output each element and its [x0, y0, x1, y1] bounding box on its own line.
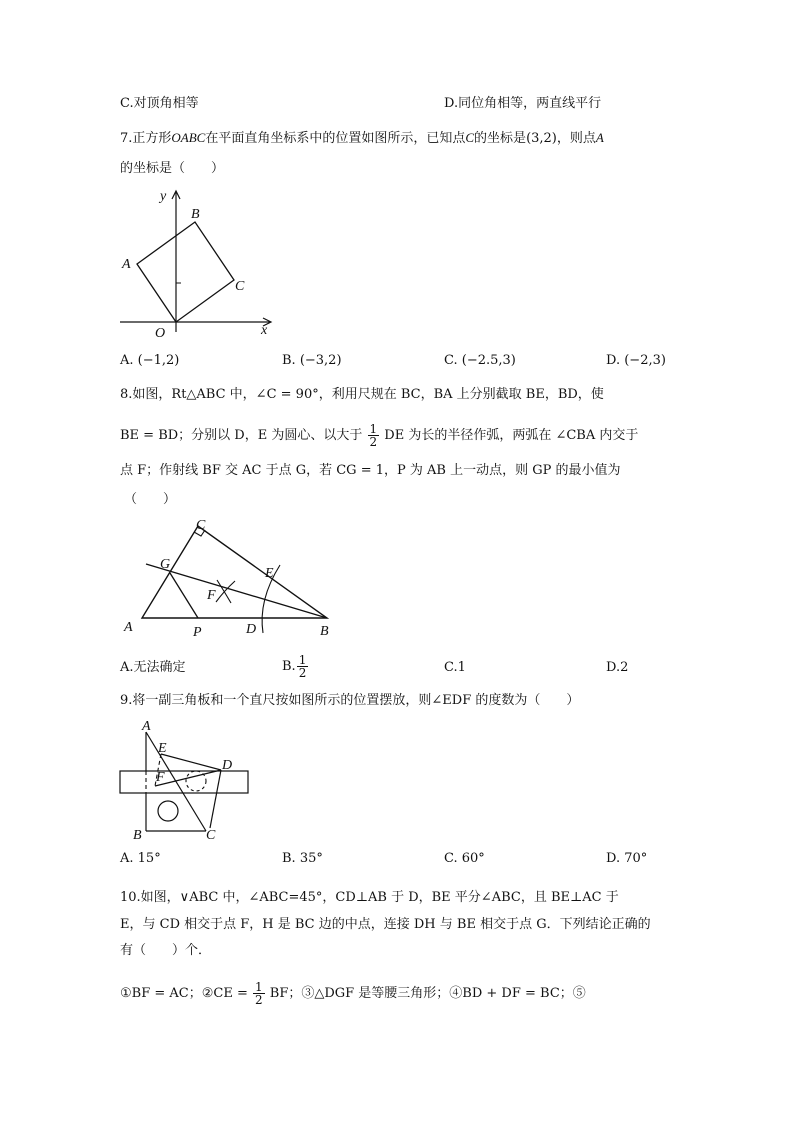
- q8-option-b-num: 1: [298, 653, 307, 667]
- q8-option-b-den: 2: [298, 666, 307, 680]
- q10-stem-line2: E，与 CD 相交于点 F，H 是 BC 边的中点，连接 DH 与 BE 相交于点 G．下列结论正确的: [120, 917, 651, 932]
- q10-text: ①BF = AC；②CE =: [120, 986, 248, 1001]
- q10-frac-den: 2: [254, 993, 263, 1007]
- q7-label-o: O: [155, 326, 166, 341]
- q8-option-a: A.无法确定: [120, 660, 186, 675]
- q8-frac-num: 1: [369, 422, 378, 436]
- q7-figure: [115, 182, 285, 342]
- q7-point-c: C: [465, 130, 475, 145]
- q9-stem: 9.将一副三角板和一个直尺按如图所示的位置摆放，则∠EDF 的度数为（ ）: [120, 693, 580, 708]
- q9-dashed-hole: [186, 771, 206, 791]
- q8-label-c: C: [196, 518, 206, 533]
- q9-triangle-ed: [161, 754, 221, 770]
- q9-label-a: A: [142, 719, 151, 734]
- q9-label-f: F: [156, 770, 165, 785]
- q8-option-d: D.2: [606, 660, 629, 675]
- q7-square-oabc: [137, 222, 234, 322]
- q8-text: BE = BD；分别以 D，E 为圆心、以大于: [120, 428, 363, 443]
- q7-label-y: y: [160, 189, 167, 204]
- q8-ray-bf: [146, 564, 327, 618]
- q6-option-d: D.同位角相等，两直线平行: [444, 96, 602, 111]
- q8-label-p: P: [193, 625, 202, 640]
- q7-coord: (3,2): [526, 131, 557, 146]
- q7-text: ，则点: [556, 131, 596, 146]
- q8-label-b: B: [320, 624, 329, 639]
- q7-text: 的坐标是: [474, 131, 527, 146]
- q8-fraction: [368, 423, 380, 448]
- q9-option-a: A. 15°: [120, 851, 161, 866]
- q8-label-a: A: [124, 620, 133, 635]
- q8-option-b: [282, 654, 309, 679]
- q8-option-b-prefix: B.: [282, 659, 296, 674]
- q9-triangle-df: [155, 770, 221, 786]
- q7-square-name: OABC: [171, 130, 206, 145]
- q8-option-b-fraction: [297, 654, 309, 679]
- q7-text: 7.正方形: [120, 131, 172, 146]
- q10-fraction: [253, 981, 265, 1006]
- q10-stem-line1: 10.如图，∨ABC 中，∠ABC=45°，CD⊥AB 于 D，BE 平分∠ABC，且 BE⊥AC 于: [120, 890, 619, 905]
- q8-label-f: F: [207, 588, 216, 603]
- q8-stem-line2: [120, 423, 638, 448]
- q7-stem-line2: 的坐标是（ ）: [120, 161, 225, 176]
- q8-stem-line3: 点 F；作射线 BF 交 AC 于点 G，若 CG = 1，P 为 AB 上一动点，则 GP 的最小值为: [120, 463, 621, 478]
- q7-label-c: C: [235, 279, 245, 294]
- q8-arc-f2: [216, 581, 235, 602]
- q7-text: 在平面直角坐标系中的位置如图所示，已知点: [205, 131, 466, 146]
- q9-label-e: E: [158, 741, 167, 756]
- q7-stem-line1: [120, 129, 604, 148]
- q8-label-d: D: [246, 622, 257, 637]
- q9-label-b: B: [133, 828, 142, 843]
- q10-frac-num: 1: [254, 980, 263, 994]
- q10-stem-line3: 有（ ）个．: [120, 943, 212, 958]
- q8-label-e: E: [265, 566, 274, 581]
- q9-option-b: B. 35°: [282, 851, 323, 866]
- q10-text: BF；③△DGF 是等腰三角形；④BD + DF = BC；⑤: [269, 986, 586, 1001]
- q7-option-a: A. (−1,2): [120, 353, 180, 368]
- q7-point-a: A: [595, 130, 604, 145]
- q9-triangle-hole: [158, 801, 178, 821]
- q9-label-c: C: [206, 828, 216, 843]
- q8-figure: [118, 515, 338, 645]
- q8-stem-line4: （ ）: [124, 492, 177, 507]
- q8-text: DE 为长的半径作弧，两弧在 ∠CBA 内交于: [384, 428, 639, 443]
- q7-label-x: x: [261, 323, 268, 338]
- q9-figure: [118, 716, 258, 846]
- q9-option-d: D. 70°: [606, 851, 648, 866]
- q9-ruler: [120, 771, 248, 793]
- q9-triangle-dc: [210, 770, 221, 828]
- q8-frac-den: 2: [369, 435, 378, 449]
- q7-label-b: B: [191, 207, 200, 222]
- q7-label-a: A: [122, 257, 131, 272]
- q6-option-c: C.对顶角相等: [120, 96, 199, 111]
- q8-label-g: G: [160, 557, 171, 572]
- q10-stem-line4: [120, 981, 586, 1006]
- q9-option-c: C. 60°: [444, 851, 485, 866]
- q9-label-d: D: [222, 758, 233, 773]
- q7-option-c: C. (−2.5,3): [444, 353, 516, 368]
- q8-option-c: C.1: [444, 660, 466, 675]
- q8-triangle-abc: [142, 526, 327, 618]
- q7-option-d: D. (−2,3): [606, 353, 666, 368]
- q7-option-b: B. (−3,2): [282, 353, 342, 368]
- q8-stem-line1: 8.如图，Rt△ABC 中，∠C = 90°，利用尺规在 BC，BA 上分别截取 BE，BD，使: [120, 387, 604, 402]
- q8-segment-gp: [170, 573, 198, 618]
